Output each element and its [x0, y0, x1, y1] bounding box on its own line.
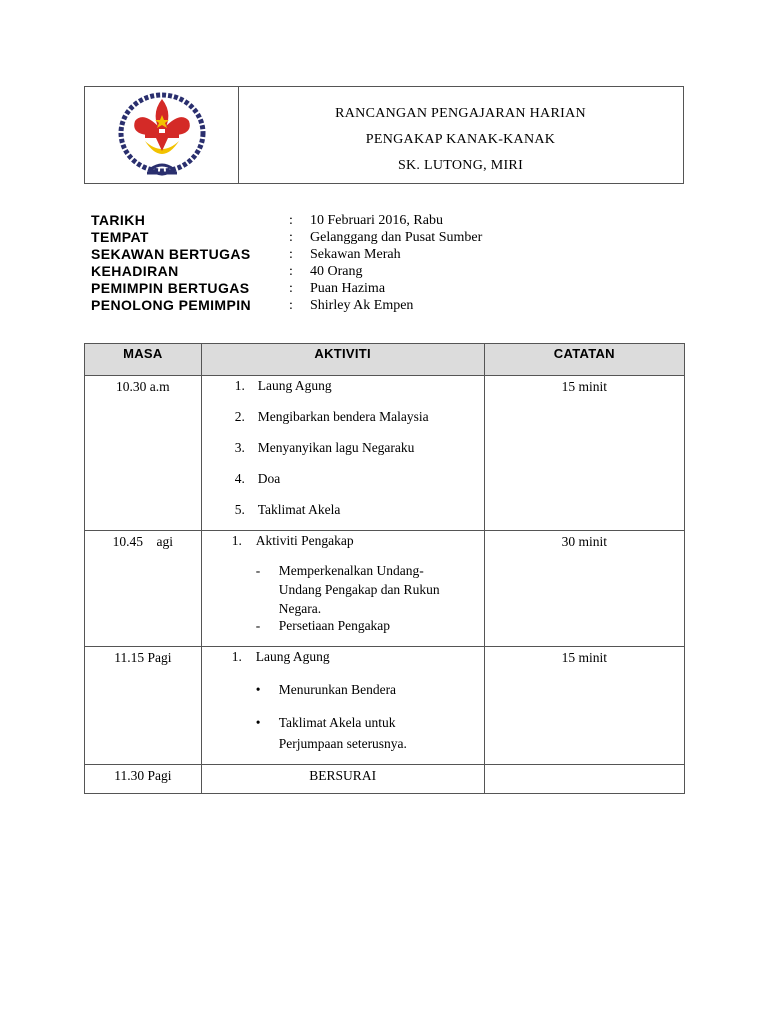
- item-number: 1.: [231, 649, 242, 664]
- list-item: Aktiviti Pengakap: [255, 533, 354, 548]
- cell-masa: 10.45 agi: [85, 531, 202, 647]
- list-item: Undang Pengakap dan Rukun: [278, 582, 440, 597]
- list-item: Menyanyikan lagu Negaraku: [257, 440, 415, 455]
- list-item: Mengibarkan bendera Malaysia: [257, 409, 429, 424]
- list-item: Perjumpaan seterusnya.: [278, 736, 407, 751]
- cell-catatan: [484, 765, 684, 794]
- list-item: Laung Agung: [257, 378, 332, 393]
- table-header-row: [85, 344, 685, 376]
- info-label: TEMPAT: [91, 229, 149, 245]
- info-value: Shirley Ak Empen: [310, 298, 414, 313]
- info-value: Puan Hazima: [310, 281, 386, 296]
- item-number: 3.: [234, 440, 245, 455]
- info-value: 10 Februari 2016, Rabu: [310, 213, 443, 228]
- info-colon: :: [289, 298, 293, 313]
- info-label: SEKAWAN BERTUGAS: [91, 246, 251, 262]
- header-title: [238, 87, 683, 183]
- list-item: Taklimat Akela untuk: [278, 715, 396, 730]
- list-item: Doa: [257, 471, 281, 486]
- scout-emblem-logo: [107, 89, 217, 181]
- item-bullet: -: [255, 563, 261, 578]
- logo-cell: [85, 87, 239, 183]
- cell-masa: 11.15 Pagi: [85, 647, 202, 765]
- item-number: 2.: [234, 409, 245, 424]
- info-label: PENOLONG PEMIMPIN: [91, 297, 252, 313]
- cell-aktiviti: [201, 647, 484, 765]
- header-aktiviti: AKTIVITI: [201, 344, 484, 376]
- table-row: [85, 765, 685, 794]
- cell-aktiviti: [201, 376, 484, 531]
- list-item: Taklimat Akela: [257, 502, 341, 517]
- header-box: [84, 86, 684, 184]
- list-item: Negara.: [278, 601, 322, 616]
- info-colon: :: [289, 230, 293, 245]
- cell-aktiviti: [201, 531, 484, 647]
- cell-catatan: 15 minit: [484, 376, 684, 531]
- item-bullet: -: [255, 618, 261, 633]
- schedule-table: [84, 343, 685, 794]
- list-item: Memperkenalkan Undang-: [278, 563, 424, 578]
- info-value: Sekawan Merah: [310, 247, 401, 262]
- info-label: TARIKH: [91, 212, 146, 228]
- item-bullet: •: [255, 682, 261, 697]
- info-value: 40 Orang: [310, 264, 363, 279]
- item-number: 4.: [234, 471, 245, 486]
- title-line-1: RANCANGAN PENGAJARAN HARIAN: [335, 106, 586, 121]
- table-row: [85, 647, 685, 765]
- info-colon: :: [289, 264, 293, 279]
- item-number: 1.: [231, 533, 242, 548]
- item-bullet: •: [255, 715, 261, 730]
- title-line-2: PENGAKAP KANAK-KANAK: [365, 132, 556, 147]
- title-line-3: SK. LUTONG, MIRI: [397, 158, 524, 173]
- info-colon: :: [289, 213, 293, 228]
- table-row: [85, 376, 685, 531]
- info-label: PEMIMPIN BERTUGAS: [91, 280, 250, 296]
- item-number: 1.: [234, 378, 245, 393]
- list-item: Laung Agung: [255, 649, 330, 664]
- header-catatan: CATATAN: [484, 344, 684, 376]
- list-item: Menurunkan Bendera: [278, 682, 397, 697]
- item-number: 5.: [234, 502, 245, 517]
- cell-aktiviti: BERSURAI: [201, 765, 484, 794]
- cell-masa: 10.30 a.m: [85, 376, 202, 531]
- info-label: KEHADIRAN: [91, 263, 179, 279]
- info-colon: :: [289, 281, 293, 296]
- cell-catatan: 30 minit: [484, 531, 684, 647]
- table-row: [85, 531, 685, 647]
- cell-masa: 11.30 Pagi: [85, 765, 202, 794]
- header-masa: MASA: [85, 344, 202, 376]
- info-colon: :: [289, 247, 293, 262]
- info-value: Gelanggang dan Pusat Sumber: [310, 230, 483, 245]
- list-item: Persetiaan Pengakap: [278, 618, 391, 633]
- cell-catatan: 15 minit: [484, 647, 684, 765]
